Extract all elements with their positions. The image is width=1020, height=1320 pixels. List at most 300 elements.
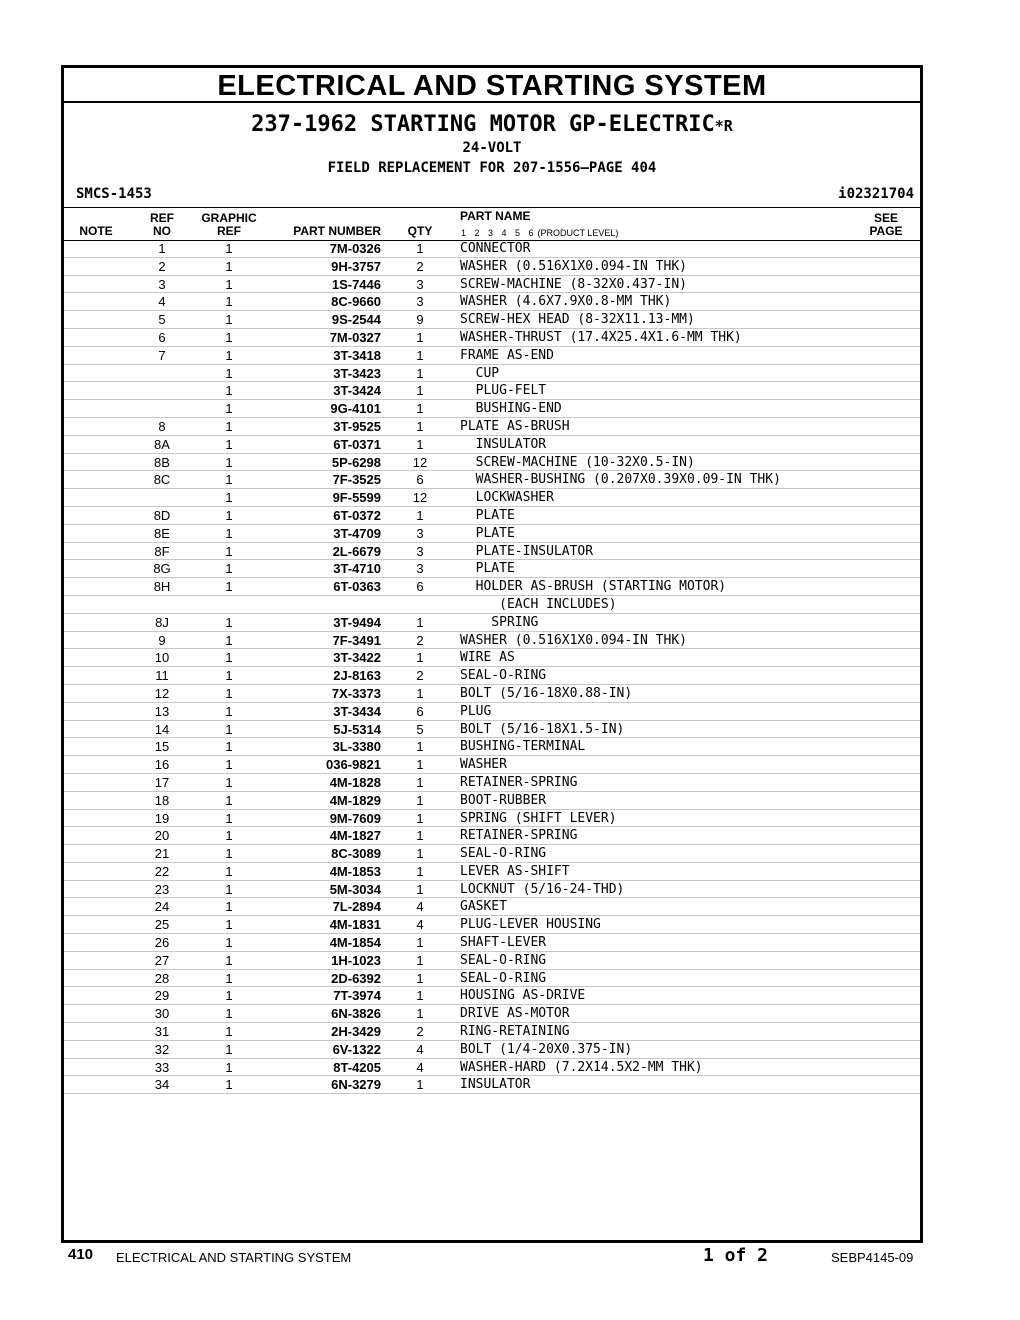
graphic-ref-cell: 1 — [225, 774, 233, 790]
part-number-cell: 3T-3424 — [333, 383, 381, 399]
table-row — [64, 1076, 920, 1094]
table-row — [64, 898, 920, 916]
table-row — [64, 525, 920, 543]
qty-cell: 2 — [416, 1024, 424, 1040]
part-name-cell: WASHER-HARD (7.2X14.5X2-MM THK) — [460, 1059, 703, 1075]
part-number-cell: 3T-3418 — [333, 347, 381, 363]
ref-no-cell: 20 — [154, 828, 170, 844]
ref-no-cell: 14 — [154, 721, 170, 737]
table-row — [64, 382, 920, 400]
part-number-cell: 4M-1854 — [329, 935, 381, 951]
ref-no-cell: 30 — [154, 1006, 170, 1022]
ref-no-cell: 16 — [154, 757, 170, 773]
header-part-number: PART NUMBER — [293, 224, 381, 238]
part-number-cell: 5M-3034 — [329, 881, 381, 897]
part-number-cell: 6T-0371 — [333, 436, 381, 452]
qty-cell: 1 — [416, 863, 424, 879]
ref-no-cell: 8H — [153, 579, 171, 595]
graphic-ref-cell: 1 — [225, 810, 233, 826]
header-divider — [64, 207, 920, 208]
table-row — [64, 1023, 920, 1041]
table-row — [64, 507, 920, 525]
qty-cell: 1 — [416, 418, 424, 434]
part-number-cell: 2H-3429 — [331, 1024, 381, 1040]
qty-cell: 3 — [416, 525, 424, 541]
ref-no-cell: 15 — [154, 739, 170, 755]
table-row — [64, 987, 920, 1005]
graphic-ref-cell: 1 — [225, 436, 233, 452]
qty-cell: 9 — [416, 312, 424, 328]
ref-no-cell: 8F — [154, 543, 170, 559]
graphic-ref-cell: 1 — [225, 1006, 233, 1022]
ref-no-cell: 27 — [154, 952, 170, 968]
qty-cell: 1 — [416, 507, 424, 523]
part-number-cell: 7M-0327 — [329, 329, 381, 345]
header-note: NOTE — [79, 224, 113, 238]
qty-cell: 1 — [416, 881, 424, 897]
table-row — [64, 240, 920, 258]
table-row — [64, 329, 920, 347]
qty-cell: 1 — [416, 935, 424, 951]
table-row — [64, 970, 920, 988]
footer-page-number: 410 — [68, 1246, 94, 1263]
footer-section: ELECTRICAL AND STARTING SYSTEM — [116, 1250, 352, 1265]
parts-list-frame — [61, 65, 923, 1243]
ref-no-cell: 1 — [158, 241, 166, 256]
part-number-cell: 4M-1853 — [329, 863, 381, 879]
part-name-cell: PLUG — [460, 703, 492, 719]
part-name-cell: BUSHING-TERMINAL — [460, 739, 586, 755]
header-see-top: SEE — [873, 211, 898, 225]
qty-cell: 1 — [416, 792, 424, 808]
table-row — [64, 1059, 920, 1077]
qty-cell: 1 — [416, 685, 424, 701]
graphic-ref-cell: 1 — [225, 668, 233, 684]
ref-no-cell: 33 — [154, 1059, 170, 1075]
qty-cell: 5 — [416, 721, 424, 737]
table-row — [64, 400, 920, 418]
part-number-cell: 5J-5314 — [333, 721, 381, 737]
product-levels — [461, 228, 618, 238]
part-number-cell: 3L-3380 — [332, 739, 381, 755]
part-number-cell: 3T-4709 — [333, 525, 381, 541]
parts-table — [64, 240, 920, 1094]
ref-no-cell: 2 — [158, 258, 166, 274]
header-ref-bottom: NO — [153, 224, 171, 238]
voltage-line: 24-VOLT — [462, 140, 522, 156]
qty-cell: 6 — [416, 472, 424, 488]
ref-no-cell: 8C — [153, 472, 171, 488]
table-row — [64, 667, 920, 685]
qty-cell: 1 — [416, 329, 424, 345]
part-name-cell: RETAINER-SPRING — [460, 774, 578, 790]
qty-cell: 3 — [416, 543, 424, 559]
part-name-cell: (EACH INCLUDES) — [460, 596, 617, 612]
part-number-cell: 4M-1827 — [329, 828, 381, 844]
ref-no-cell: 22 — [154, 863, 170, 879]
ref-no-cell: 28 — [154, 970, 170, 986]
qty-cell: 1 — [416, 846, 424, 862]
part-name-cell: INSULATOR — [460, 436, 547, 452]
part-number-cell: 9S-2544 — [331, 312, 381, 328]
ref-no-cell: 8J — [155, 614, 169, 630]
part-number-cell: 5P-6298 — [331, 454, 381, 470]
qty-cell: 4 — [416, 917, 424, 933]
graphic-ref-cell: 1 — [225, 1041, 233, 1057]
part-name-cell: PLATE — [460, 525, 515, 541]
table-row — [64, 311, 920, 329]
table-row — [64, 827, 920, 845]
part-name-cell: WASHER (0.516X1X0.094-IN THK) — [460, 258, 687, 274]
part-name-cell: SEAL-O-RING — [460, 952, 547, 968]
ref-no-cell: 9 — [158, 632, 166, 648]
qty-cell: 2 — [416, 668, 424, 684]
part-name-cell: HOLDER AS-BRUSH (STARTING MOTOR) — [460, 579, 727, 595]
qty-cell: 2 — [416, 632, 424, 648]
graphic-ref-cell: 1 — [225, 899, 233, 915]
ref-no-cell: 7 — [158, 347, 166, 363]
qty-cell: 4 — [416, 1059, 424, 1075]
part-name-cell: BOLT (1/4-20X0.375-IN) — [460, 1041, 633, 1057]
section-title: ELECTRICAL AND STARTING SYSTEM — [64, 68, 920, 103]
part-name-cell: WASHER-BUSHING (0.207X0.39X0.09-IN THK) — [460, 472, 781, 488]
ref-no-cell: 4 — [158, 294, 166, 310]
part-name-cell: WASHER (0.516X1X0.094-IN THK) — [460, 632, 687, 648]
table-row — [64, 916, 920, 934]
graphic-ref-cell: 1 — [225, 525, 233, 541]
qty-cell: 1 — [416, 650, 424, 666]
graphic-ref-cell: 1 — [225, 757, 233, 773]
table-row — [64, 934, 920, 952]
part-number-cell: 9H-3757 — [331, 258, 381, 274]
ref-no-cell: 10 — [154, 650, 170, 666]
header-qty: QTY — [407, 224, 433, 238]
table-row — [64, 418, 920, 436]
ref-no-cell: 8E — [154, 525, 170, 541]
ref-no-cell: 23 — [154, 881, 170, 897]
table-row — [64, 276, 920, 294]
qty-cell: 12 — [412, 454, 428, 470]
qty-cell: 1 — [416, 739, 424, 755]
table-row — [64, 489, 920, 507]
table-row — [64, 543, 920, 561]
part-number-cell: 9G-4101 — [330, 401, 381, 417]
graphic-ref-cell: 1 — [225, 881, 233, 897]
qty-cell: 1 — [416, 1006, 424, 1022]
part-number-cell: 7L-2894 — [332, 899, 381, 915]
table-row — [64, 881, 920, 899]
qty-cell: 1 — [416, 952, 424, 968]
graphic-ref-cell: 1 — [225, 988, 233, 1004]
qty-cell: 1 — [416, 401, 424, 417]
qty-cell: 1 — [416, 988, 424, 1004]
table-row — [64, 578, 920, 596]
qty-cell: 1 — [416, 347, 424, 363]
part-number-cell: 8T-4205 — [333, 1059, 381, 1075]
qty-cell: 1 — [416, 774, 424, 790]
part-name-cell: WIRE AS — [460, 650, 515, 666]
header-ref-top: REF — [150, 211, 174, 225]
graphic-ref-cell: 1 — [225, 543, 233, 559]
ref-no-cell: 8B — [154, 454, 170, 470]
part-name-cell: PLATE-INSULATOR — [460, 543, 594, 559]
graphic-ref-cell: 1 — [225, 579, 233, 595]
graphic-ref-cell: 1 — [225, 472, 233, 488]
qty-cell: 1 — [416, 614, 424, 630]
table-row — [64, 703, 920, 721]
qty-cell: 1 — [416, 436, 424, 452]
ref-no-cell: 24 — [154, 899, 170, 915]
graphic-ref-cell: 1 — [225, 383, 233, 399]
ref-no-cell: 32 — [154, 1041, 170, 1057]
ref-no-cell: 17 — [154, 774, 170, 790]
graphic-ref-cell: 1 — [225, 507, 233, 523]
part-number-cell: 4M-1829 — [329, 792, 381, 808]
header-part-name: PART NAME — [460, 209, 531, 223]
graphic-ref-cell: 1 — [225, 454, 233, 470]
ref-no-cell: 13 — [154, 703, 170, 719]
group-title — [64, 112, 920, 137]
table-row — [64, 1005, 920, 1023]
graphic-ref-cell: 1 — [225, 329, 233, 345]
part-name-cell: BOLT (5/16-18X1.5-IN) — [460, 721, 625, 737]
part-number-cell: 3T-3423 — [333, 365, 381, 381]
qty-cell: 1 — [416, 241, 424, 256]
part-name-cell: PLUG-LEVER HOUSING — [460, 917, 601, 933]
graphic-ref-cell: 1 — [225, 614, 233, 630]
ref-no-cell: 11 — [155, 668, 169, 684]
product-level-label: (PRODUCT LEVEL) — [537, 228, 619, 238]
graphic-ref-cell: 1 — [225, 863, 233, 879]
part-name-cell: WASHER-THRUST (17.4X25.4X1.6-MM THK) — [460, 329, 742, 345]
qty-cell: 2 — [416, 258, 424, 274]
table-row — [64, 258, 920, 276]
replacement-note: FIELD REPLACEMENT FOR 207-1556—PAGE 404 — [327, 160, 657, 176]
part-name-cell: BOOT-RUBBER — [460, 792, 547, 808]
graphic-ref-cell: 1 — [225, 632, 233, 648]
graphic-ref-cell: 1 — [225, 846, 233, 862]
part-name-cell: SPRING — [460, 614, 539, 630]
qty-cell: 12 — [412, 490, 428, 506]
header-graphic-top: GRAPHIC — [201, 211, 257, 225]
part-name-cell: SEAL-O-RING — [460, 846, 547, 862]
graphic-ref-cell: 1 — [225, 739, 233, 755]
table-row — [64, 293, 920, 311]
graphic-ref-cell: 1 — [225, 490, 233, 506]
part-name-cell: INSULATOR — [460, 1077, 531, 1093]
graphic-ref-cell: 1 — [225, 365, 233, 381]
graphic-ref-cell: 1 — [225, 561, 233, 577]
ref-no-cell: 5 — [158, 312, 166, 328]
table-row — [64, 596, 920, 614]
part-number-cell: 4M-1831 — [329, 917, 381, 933]
graphic-ref-cell: 1 — [225, 312, 233, 328]
ref-no-cell: 18 — [154, 792, 170, 808]
graphic-ref-cell: 1 — [225, 650, 233, 666]
part-number-cell: 3T-9525 — [333, 418, 381, 434]
ref-no-cell: 34 — [154, 1077, 170, 1093]
qty-cell: 1 — [416, 1077, 424, 1093]
footer-doc-number: SEBP4145-09 — [831, 1250, 914, 1265]
part-number-cell: 1S-7446 — [331, 276, 381, 292]
qty-cell: 1 — [416, 810, 424, 826]
part-number-cell: 6T-0372 — [333, 507, 381, 523]
table-row — [64, 560, 920, 578]
graphic-ref-cell: 1 — [225, 935, 233, 951]
part-number-cell: 6N-3826 — [331, 1006, 381, 1022]
part-name-cell: CUP — [460, 365, 500, 381]
ref-no-cell: 26 — [154, 935, 170, 951]
graphic-ref-cell: 1 — [225, 347, 233, 363]
part-name-cell: RING-RETAINING — [460, 1024, 570, 1040]
part-number-cell: 7T-3974 — [333, 988, 381, 1004]
qty-cell: 6 — [416, 703, 424, 719]
group-title-text: 237-1962 STARTING MOTOR GP-ELECTRIC — [251, 112, 715, 137]
part-number-cell: 7X-3373 — [331, 685, 381, 701]
part-name-cell: BOLT (5/16-18X0.88-IN) — [460, 685, 633, 701]
table-row — [64, 810, 920, 828]
part-name-cell: HOUSING AS-DRIVE — [460, 988, 586, 1004]
part-number-cell: 3T-4710 — [333, 561, 381, 577]
part-number-cell: 9M-7609 — [329, 810, 381, 826]
part-name-cell: RETAINER-SPRING — [460, 828, 578, 844]
part-name-cell: SCREW-HEX HEAD (8-32X11.13-MM) — [460, 312, 695, 328]
header-graphic-bottom: REF — [217, 224, 241, 238]
graphic-ref-cell: 1 — [225, 828, 233, 844]
part-number-cell: 3T-9494 — [333, 614, 381, 630]
ref-no-cell: 6 — [158, 329, 166, 345]
qty-cell: 1 — [416, 757, 424, 773]
table-row — [64, 721, 920, 739]
group-suffix: *R — [714, 117, 733, 135]
table-row — [64, 952, 920, 970]
table-row — [64, 454, 920, 472]
qty-cell: 1 — [416, 365, 424, 381]
part-number-cell: 4M-1828 — [329, 774, 381, 790]
qty-cell: 4 — [416, 899, 424, 915]
ref-no-cell: 25 — [154, 917, 170, 933]
table-row — [64, 347, 920, 365]
part-number-cell: 8C-9660 — [331, 294, 381, 310]
table-row — [64, 774, 920, 792]
graphic-ref-cell: 1 — [225, 241, 233, 256]
ref-no-cell: 29 — [154, 988, 170, 1004]
qty-cell: 1 — [416, 383, 424, 399]
ref-no-cell: 8D — [153, 507, 171, 523]
part-name-cell: CONNECTOR — [460, 241, 531, 256]
qty-cell: 3 — [416, 561, 424, 577]
part-name-cell: LOCKWASHER — [460, 490, 554, 506]
table-row — [64, 792, 920, 810]
product-level-numbers: 1 2 3 4 5 6 — [461, 228, 534, 238]
document-id: i02321704 — [838, 186, 914, 202]
qty-cell: 4 — [416, 1041, 424, 1057]
table-row — [64, 436, 920, 454]
part-number-cell: 7F-3491 — [332, 632, 381, 648]
table-row — [64, 1041, 920, 1059]
part-name-cell: GASKET — [460, 899, 507, 915]
part-name-cell: PLATE — [460, 507, 515, 523]
part-number-cell: 7F-3525 — [332, 472, 381, 488]
part-name-cell: WASHER — [460, 757, 507, 773]
qty-cell: 1 — [416, 970, 424, 986]
part-number-cell: 6N-3279 — [331, 1077, 381, 1093]
ref-no-cell: 31 — [154, 1024, 170, 1040]
part-number-cell: 2D-6392 — [331, 970, 381, 986]
table-row — [64, 685, 920, 703]
graphic-ref-cell: 1 — [225, 1077, 233, 1093]
part-number-cell: 7M-0326 — [329, 241, 381, 256]
smcs-code: SMCS-1453 — [76, 186, 152, 202]
table-row — [64, 845, 920, 863]
part-number-cell: 036-9821 — [326, 757, 381, 773]
part-name-cell: LEVER AS-SHIFT — [460, 863, 570, 879]
ref-no-cell: 3 — [158, 276, 166, 292]
qty-cell: 3 — [416, 294, 424, 310]
part-number-cell: 8C-3089 — [331, 846, 381, 862]
table-row — [64, 756, 920, 774]
ref-no-cell: 8G — [153, 561, 171, 577]
part-number-cell: 1H-1023 — [331, 952, 381, 968]
graphic-ref-cell: 1 — [225, 294, 233, 310]
part-name-cell: LOCKNUT (5/16-24-THD) — [460, 881, 625, 897]
part-name-cell: PLATE AS-BRUSH — [460, 418, 570, 434]
part-name-cell: SPRING (SHIFT LEVER) — [460, 810, 617, 826]
ref-no-cell: 21 — [154, 846, 170, 862]
part-name-cell: PLATE — [460, 561, 515, 577]
part-name-cell: FRAME AS-END — [460, 347, 554, 363]
part-name-cell: SEAL-O-RING — [460, 668, 547, 684]
graphic-ref-cell: 1 — [225, 721, 233, 737]
graphic-ref-cell: 1 — [225, 792, 233, 808]
table-row — [64, 632, 920, 650]
table-row — [64, 649, 920, 667]
footer-page-of: 1 of 2 — [703, 1245, 769, 1266]
part-name-cell: WASHER (4.6X7.9X0.8-MM THK) — [460, 294, 672, 310]
ref-no-cell: 19 — [154, 810, 170, 826]
part-name-cell: BUSHING-END — [460, 401, 562, 417]
qty-cell: 1 — [416, 828, 424, 844]
graphic-ref-cell: 1 — [225, 276, 233, 292]
table-row — [64, 365, 920, 383]
part-number-cell: 3T-3422 — [333, 650, 381, 666]
ref-no-cell: 12 — [154, 685, 170, 701]
table-row — [64, 614, 920, 632]
part-number-cell: 2L-6679 — [332, 543, 381, 559]
graphic-ref-cell: 1 — [225, 952, 233, 968]
table-row — [64, 471, 920, 489]
graphic-ref-cell: 1 — [225, 685, 233, 701]
part-number-cell: 6V-1322 — [332, 1041, 381, 1057]
header-see-bottom: PAGE — [869, 224, 903, 238]
part-number-cell: 2J-8163 — [333, 668, 381, 684]
graphic-ref-cell: 1 — [225, 970, 233, 986]
qty-cell: 6 — [416, 579, 424, 595]
part-number-cell: 9F-5599 — [332, 490, 381, 506]
part-name-cell: DRIVE AS-MOTOR — [460, 1006, 570, 1022]
graphic-ref-cell: 1 — [225, 258, 233, 274]
part-number-cell: 6T-0363 — [333, 579, 381, 595]
graphic-ref-cell: 1 — [225, 1024, 233, 1040]
graphic-ref-cell: 1 — [225, 917, 233, 933]
part-name-cell: SCREW-MACHINE (10-32X0.5-IN) — [460, 454, 695, 470]
part-name-cell: SEAL-O-RING — [460, 970, 547, 986]
graphic-ref-cell: 1 — [225, 418, 233, 434]
part-name-cell: PLUG-FELT — [460, 383, 547, 399]
table-row — [64, 863, 920, 881]
part-number-cell: 3T-3434 — [333, 703, 381, 719]
graphic-ref-cell: 1 — [225, 1059, 233, 1075]
